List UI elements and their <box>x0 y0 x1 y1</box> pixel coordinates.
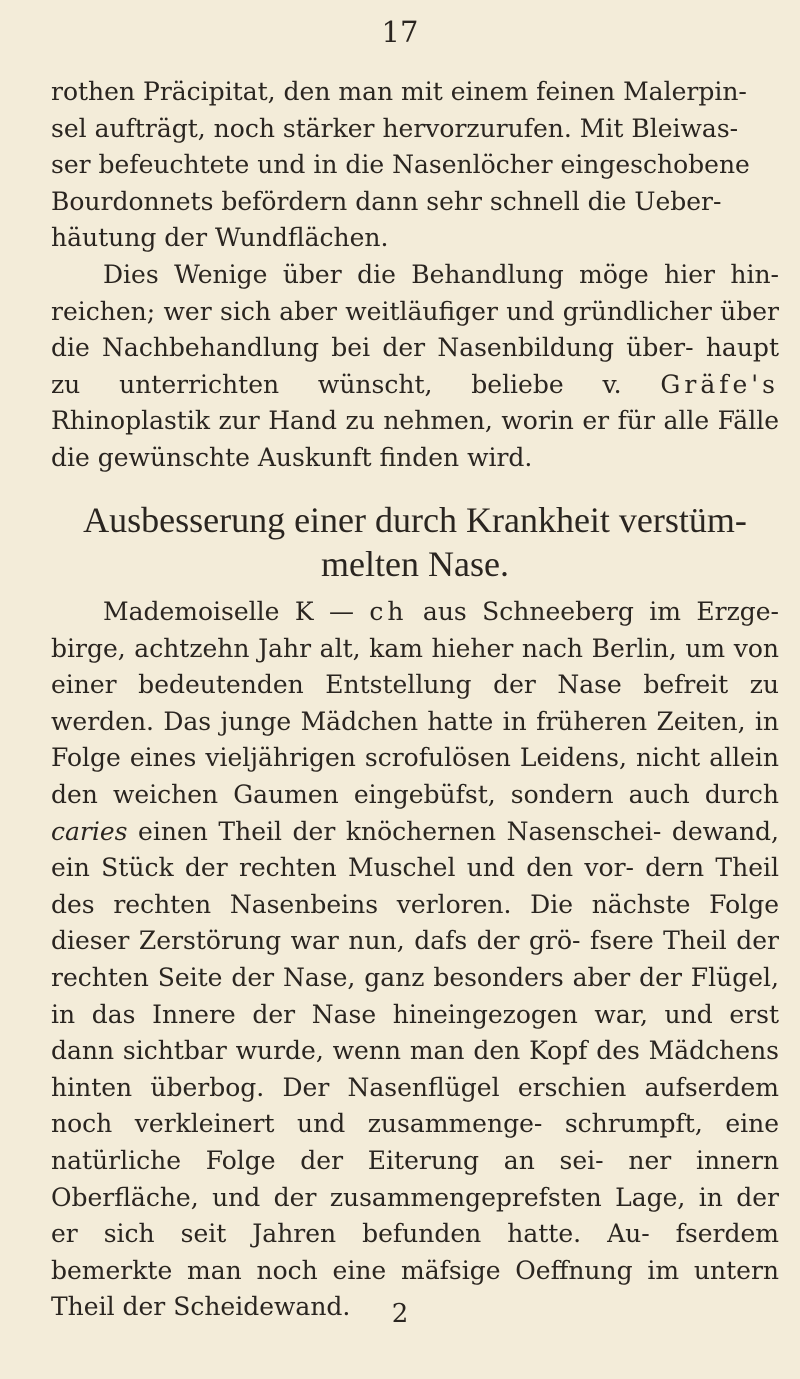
paragraph-3-text-b: aus Schneeberg im Erzge- birge, achtzehn Jahr alt, kam hieher nach Berlin, um von einer bedeutenden Entstellung der Nase befreit zu werden. Das junge Mädchen hatte in früheren Zeiten, in Folge eines vieljährigen scrofulösen Leidens, nicht allein den weichen Gaumen eingebüfst, sondern auch durch <box>51 597 779 809</box>
paragraph-1-line-5: häutung der Wundflächen. <box>51 223 389 253</box>
section-heading <box>51 498 779 586</box>
paragraph-3-text-a: Mademoiselle K — <box>103 597 370 626</box>
section-heading-line-1: Ausbesserung einer durch Krankheit verstüm- <box>83 500 747 540</box>
paragraph-1-line-1: rothen Präcipitat, den man mit einem feinen Malerpin- <box>51 77 747 106</box>
paragraph-3-text-c: einen Theil der knöchernen Nasenschei- dewand, ein Stück der rechten Muschel und den vor- dern Theil des rechten Nasenbeins verloren. Die nächste Folge dieser Zerstörung war nun, dafs der grö- fsere Theil der rechten Seite der Nase, ganz besonders aber der Flügel, in das Innere der Nase hineingezogen war, und erst dann sichtbar wurde, wenn man den Kopf des Mädchens hinten überbog. Der Nasenflügel erschien aufserdem noch verkleinert und zusammenge- schrumpft, eine natürliche Folge der Eiterung an sei- ner innern Oberfläche, und der zusammengeprefsten Lage, in der er sich seit Jahren befunden hatte. Au- fserdem bemerkte man noch eine mäfsige Oeffnung im untern Theil der Scheidewand. <box>51 816 779 1322</box>
patient-name-abbrev: ch <box>369 597 408 626</box>
paragraph-3 <box>51 594 779 1326</box>
paragraph-2-text-a: Dies Wenige über die Behandlung möge hier hin- reichen; wer sich aber weitläufiger und gründlicher über die Nachbehandlung bei der Nasenbildung über- haupt zu unterrichten wünscht, beliebe v. <box>51 259 779 399</box>
text-block-bottom <box>51 594 779 1326</box>
latin-term: caries <box>51 816 128 846</box>
paragraph-1-line-4: Bourdonnets befördern dann sehr schnell die Ueber- <box>51 186 722 216</box>
page-number: 17 <box>381 15 419 49</box>
signature-mark: 2 <box>391 1299 409 1329</box>
author-name: Gräfe's <box>660 369 779 399</box>
section-heading-line-2: melten Nase. <box>321 544 509 584</box>
paragraph-1 <box>51 74 779 257</box>
paragraph-1-line-2: sel aufträgt, noch stärker hervorzurufen. Mit Bleiwas- <box>51 113 739 143</box>
paragraph-1-line-3: ser befeuchtete und in die Nasenlöcher eingeschobene <box>51 150 750 180</box>
paragraph-2-text-b: Rhinoplastik zur Hand zu nehmen, worin er für alle Fälle die gewünschte Auskunft finden wird. <box>51 406 779 472</box>
paragraph-2 <box>51 257 779 477</box>
text-block-top <box>51 74 779 477</box>
